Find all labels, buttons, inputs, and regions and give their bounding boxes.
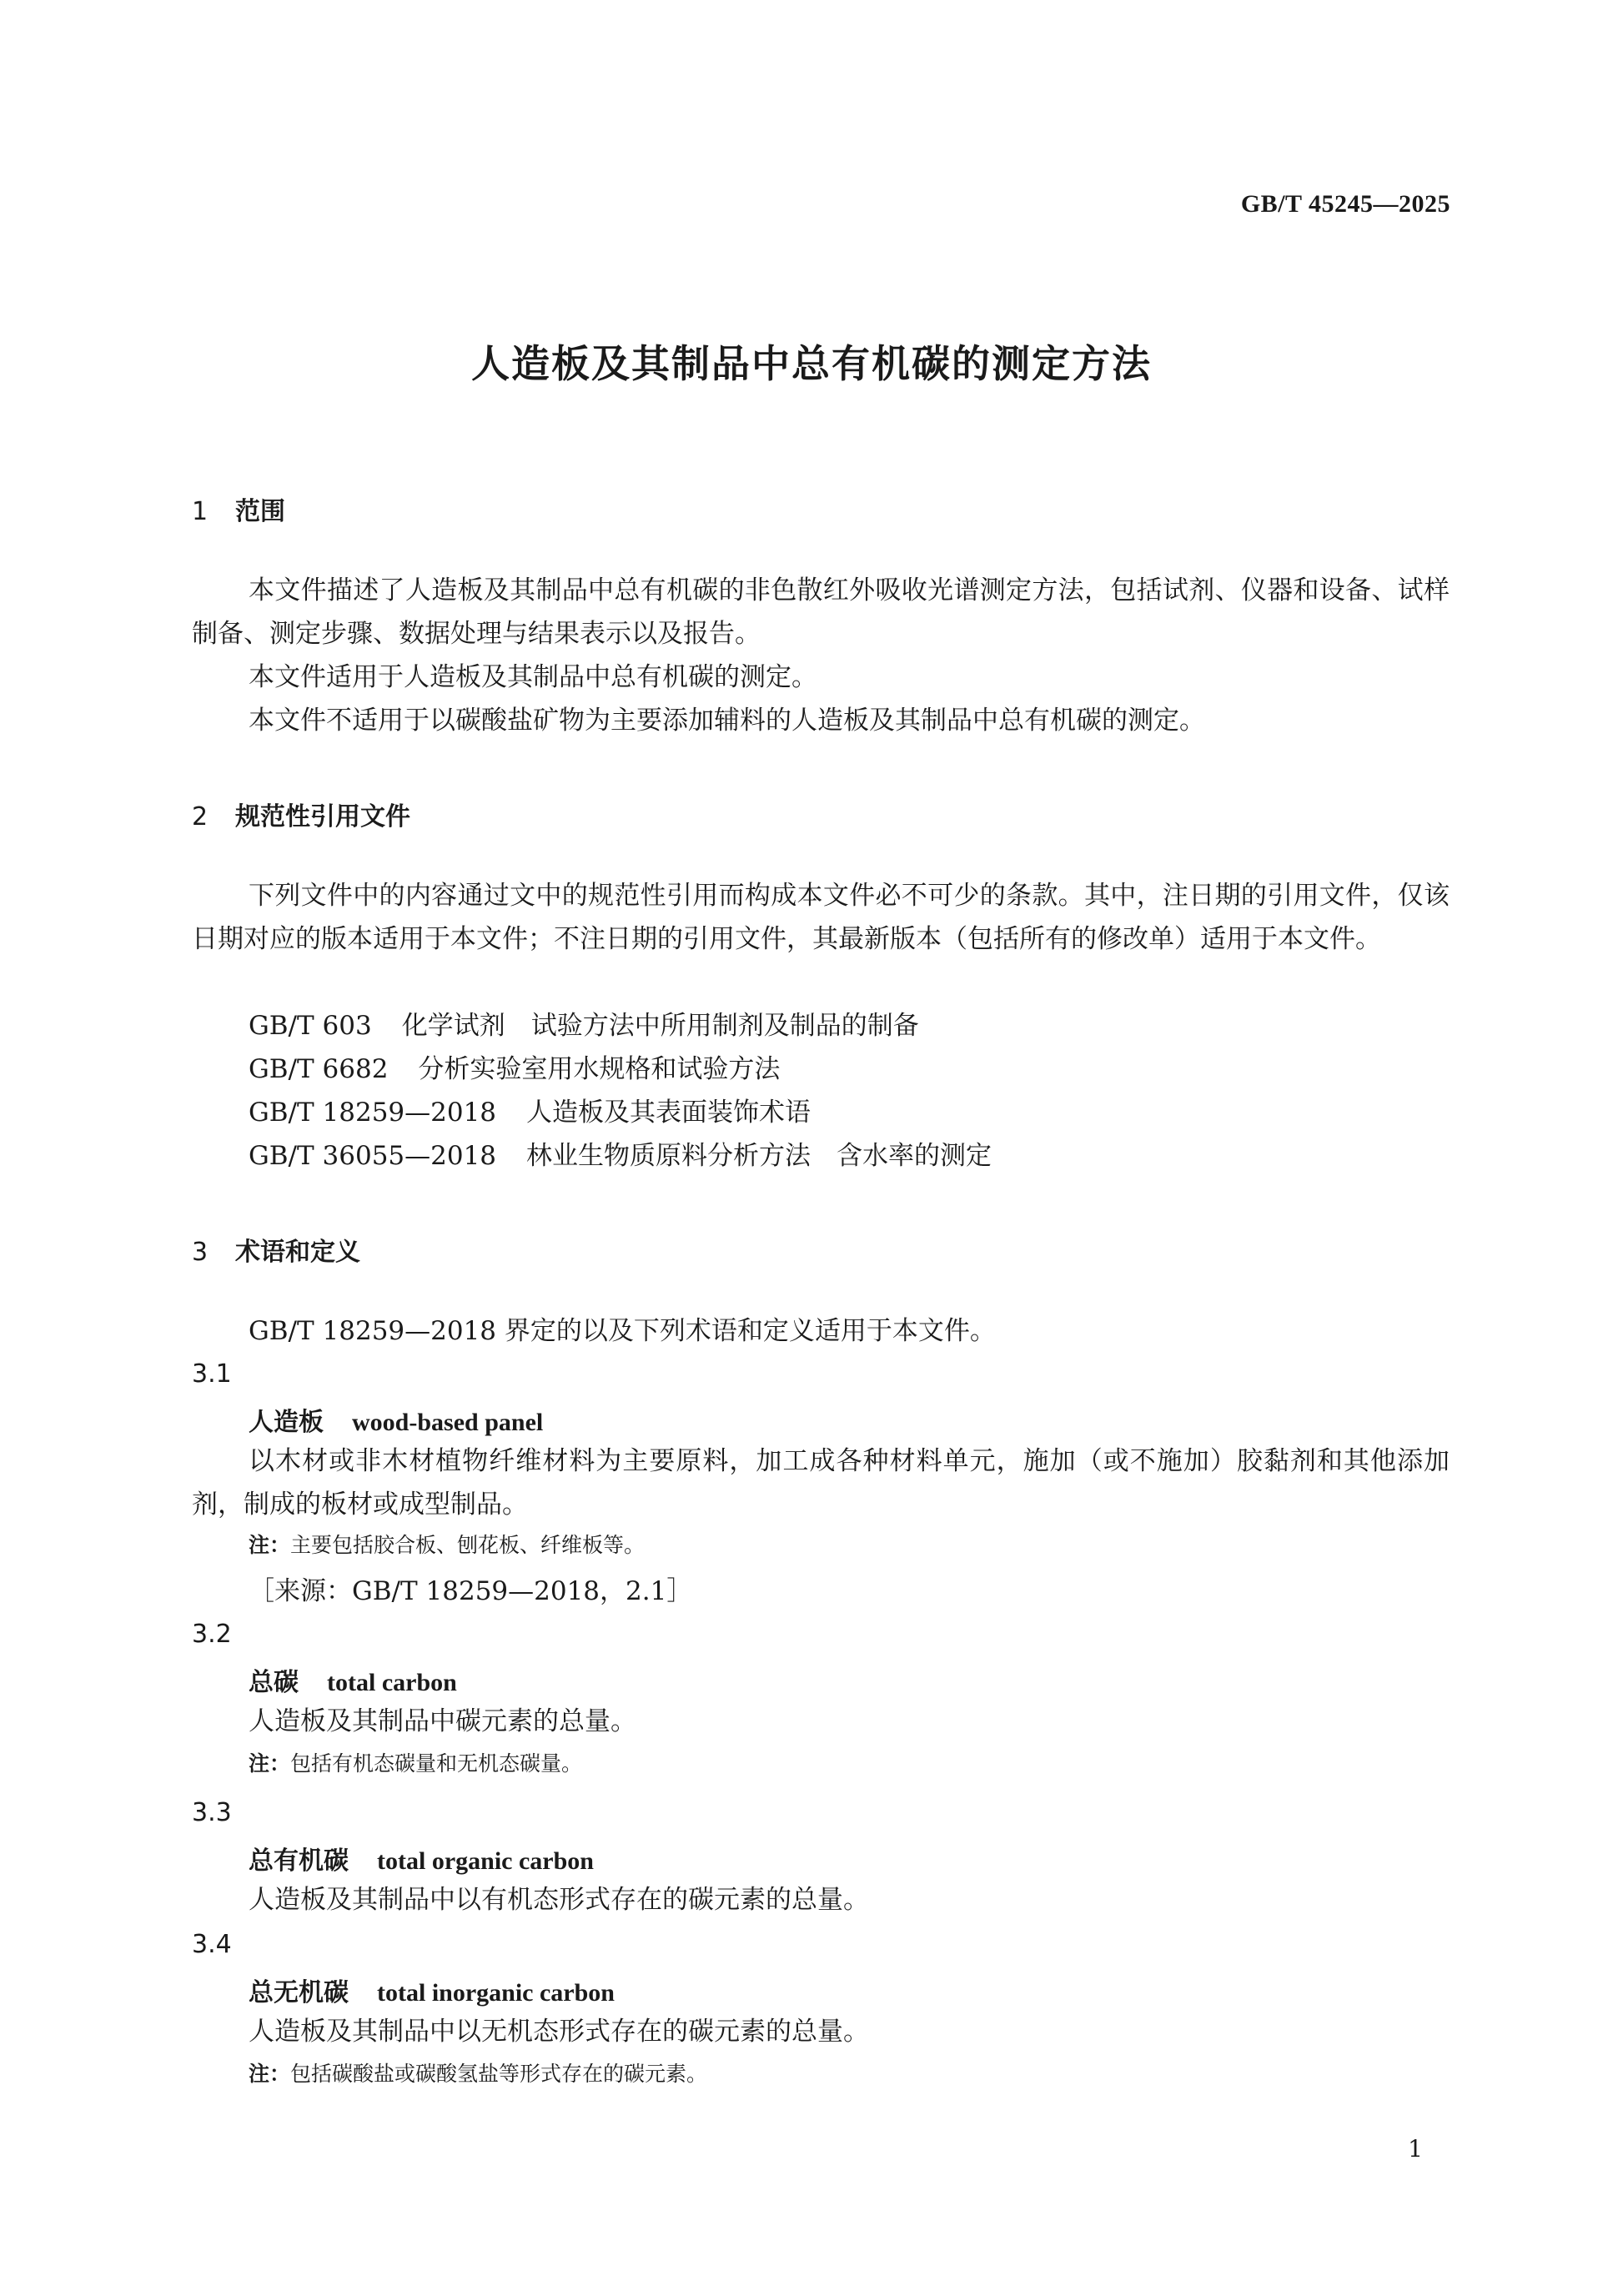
standard-code: GB/T 45245—2025 <box>1240 190 1450 218</box>
term-zh: 总无机碳 <box>249 1978 349 2007</box>
reference-item <box>249 1004 919 1048</box>
document-title: 人造板及其制品中总有机碳的测定方法 <box>471 341 1152 386</box>
term-en: total inorganic carbon <box>377 1979 615 2007</box>
page-number: 1 <box>1408 2135 1423 2163</box>
reference-item <box>249 1048 780 1091</box>
section-title: 规范性引用文件 <box>235 802 410 831</box>
term-en: total organic carbon <box>377 1847 594 1875</box>
term-heading <box>249 1840 594 1876</box>
term-en: wood-based panel <box>352 1409 544 1436</box>
reference-title: 化学试剂 试验方法中所用制剂及制品的制备 <box>401 1011 919 1041</box>
scope-paragraph-2: 本文件适用于人造板及其制品中总有机碳的测定。 <box>249 662 817 692</box>
section-number: 1 <box>192 497 209 526</box>
term-number: 3.4 <box>192 1930 232 1959</box>
note-label: 注： <box>249 2062 291 2086</box>
term-note <box>249 1529 645 1562</box>
reference-code: GB/T 36055—2018 <box>249 1141 497 1171</box>
terms-intro: GB/T 18259—2018 界定的以及下列术语和定义适用于本文件。 <box>249 1316 996 1346</box>
section-3-heading <box>192 1231 360 1268</box>
term-zh: 总有机碳 <box>249 1846 349 1876</box>
term-note <box>249 2057 707 2091</box>
term-heading <box>249 1661 457 1698</box>
reference-item <box>249 1091 811 1134</box>
term-heading <box>249 1972 615 2008</box>
term-definition: 人造板及其制品中以有机态形式存在的碳元素的总量。 <box>249 1885 869 1915</box>
term-zh: 总碳 <box>249 1668 299 1697</box>
note-text: 包括有机态碳量和无机态碳量。 <box>290 1751 583 1776</box>
term-number: 3.3 <box>192 1798 232 1827</box>
term-definition: 人造板及其制品中碳元素的总量。 <box>249 1706 636 1736</box>
term-heading <box>249 1401 543 1438</box>
section-number: 3 <box>192 1238 209 1267</box>
section-title: 范围 <box>235 497 285 526</box>
section-2-heading <box>192 796 410 832</box>
reference-code: GB/T 603 <box>249 1011 372 1041</box>
reference-code: GB/T 6682 <box>249 1054 389 1084</box>
reference-title: 林业生物质原料分析方法 含水率的测定 <box>526 1141 992 1171</box>
scope-paragraph-1: 本文件描述了人造板及其制品中总有机碳的非色散红外吸收光谱测定方法，包括试剂、仪器和设备、试样制备、测定步骤、数据处理与结果表示以及报告。 <box>192 575 1450 649</box>
section-title: 术语和定义 <box>235 1238 360 1267</box>
reference-item <box>249 1134 992 1178</box>
note-label: 注： <box>249 1751 291 1776</box>
scope-paragraph-3: 本文件不适用于以碳酸盐矿物为主要添加辅料的人造板及其制品中总有机碳的测定。 <box>249 706 1205 736</box>
note-text: 包括碳酸盐或碳酸氢盐等形式存在的碳元素。 <box>290 2062 708 2086</box>
term-definition: 以木材或非木材植物纤维材料为主要原料，加工成各种材料单元，施加（或不施加）胶黏剂和其他添加剂，制成的板材或成型制品。 <box>192 1446 1450 1520</box>
normative-references-intro: 下列文件中的内容通过文中的规范性引用而构成本文件必不可少的条款。其中，注日期的引用文件，仅该日期对应的版本适用于本文件；不注日期的引用文件，其最新版本（包括所有的修改单）适用于本文件。 <box>192 881 1450 954</box>
term-source: ［来源：GB/T 18259—2018，2.1］ <box>249 1576 693 1606</box>
term-en: total carbon <box>327 1669 457 1696</box>
term-number: 3.1 <box>192 1359 232 1389</box>
term-number: 3.2 <box>192 1620 232 1649</box>
note-text: 主要包括胶合板、刨花板、纤维板等。 <box>290 1533 646 1557</box>
reference-title: 人造板及其表面装饰术语 <box>526 1098 812 1128</box>
reference-code: GB/T 18259—2018 <box>249 1098 497 1128</box>
section-1-heading <box>192 490 285 527</box>
term-definition: 人造板及其制品中以无机态形式存在的碳元素的总量。 <box>249 2017 869 2047</box>
note-label: 注： <box>249 1533 291 1557</box>
term-zh: 人造板 <box>249 1408 324 1437</box>
reference-title: 分析实验室用水规格和试验方法 <box>418 1054 781 1084</box>
section-number: 2 <box>192 802 209 831</box>
term-note <box>249 1747 582 1781</box>
